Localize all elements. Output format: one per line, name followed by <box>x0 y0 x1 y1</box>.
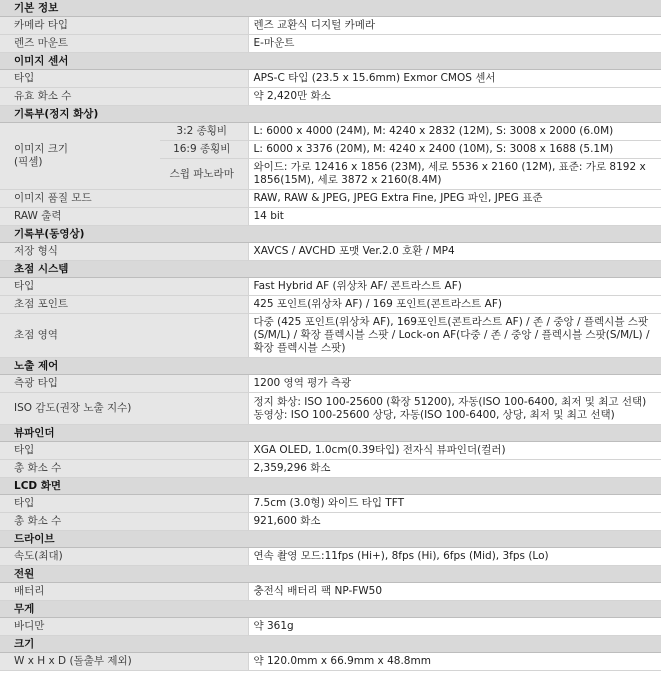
section-header-focus <box>0 261 661 278</box>
image-size-unit: (픽셀) <box>14 156 43 168</box>
spec-row-af-area <box>0 314 661 358</box>
spec-row-vf-type <box>0 442 661 460</box>
spec-row-dimensions <box>0 653 661 671</box>
spec-row-lcd-pixels <box>0 513 661 531</box>
section-header-weight <box>0 601 661 618</box>
section-header-size <box>0 636 661 653</box>
spec-value: 약 120.0mm x 66.9mm x 48.8mm <box>248 653 661 671</box>
section-header-basic <box>0 0 661 17</box>
spec-value: 와이드: 가로 12416 x 1856 (23M), 세로 5536 x 2160 (12M), 표준: 가로 8192 x 1856(15M), 세로 3872 x 2160(8.4M) <box>248 159 661 190</box>
spec-row-iso <box>0 393 661 425</box>
spec-value: L: 6000 x 4000 (24M), M: 4240 x 2832 (12M), S: 3008 x 2000 (6.0M) <box>248 123 661 141</box>
spec-row-metering <box>0 375 661 393</box>
spec-label: W x H x D (돌출부 제외) <box>0 653 248 671</box>
spec-value: 약 2,420만 화소 <box>248 88 661 106</box>
spec-label: 저장 형식 <box>0 243 248 261</box>
spec-label: 타입 <box>0 278 248 296</box>
spec-value: 7.5cm (3.0형) 와이드 타입 TFT <box>248 495 661 513</box>
spec-value <box>248 393 661 425</box>
spec-label: 배터리 <box>0 583 248 601</box>
section-header-power <box>0 566 661 583</box>
spec-row-af-type <box>0 278 661 296</box>
spec-label: 타입 <box>0 70 248 88</box>
spec-value: 충전식 배터리 팩 NP-FW50 <box>248 583 661 601</box>
spec-row-ratio-3-2 <box>0 123 661 141</box>
spec-value: APS-C 타입 (23.5 x 15.6mm) Exmor CMOS 센서 <box>248 70 661 88</box>
spec-label: 초점 영역 <box>0 314 248 358</box>
spec-row-body-weight <box>0 618 661 636</box>
spec-label: 속도(최대) <box>0 548 248 566</box>
spec-sublabel: 16:9 종횡비 <box>160 141 248 159</box>
spec-value: 다중 (425 포인트(위상차 AF), 169포인트(콘트라스트 AF) / 존 / 중앙 / 플렉시블 스팟(S/M/L) / 확장 플렉시블 스팟 / Lock-on AF(다중 / 존 / 중앙 / 플렉시블 스팟(S/M/L) / 확장 플렉시블 스팟) <box>248 314 661 358</box>
spec-value: 1200 영역 평가 측광 <box>248 375 661 393</box>
spec-label: RAW 출력 <box>0 208 248 226</box>
section-title: 이미지 센서 <box>0 53 661 70</box>
spec-value: 2,359,296 화소 <box>248 460 661 478</box>
spec-label-image-size <box>0 123 160 190</box>
spec-sublabel: 스윕 파노라마 <box>160 159 248 190</box>
spec-row-raw-output <box>0 208 661 226</box>
image-size-label: 이미지 크기 <box>14 143 69 155</box>
spec-value: Fast Hybrid AF (위상차 AF/ 콘트라스트 AF) <box>248 278 661 296</box>
section-header-drive <box>0 531 661 548</box>
spec-label: 측광 타입 <box>0 375 248 393</box>
section-header-lcd <box>0 478 661 495</box>
spec-label: 초점 포인트 <box>0 296 248 314</box>
spec-label: 이미지 품질 모드 <box>0 190 248 208</box>
spec-label: 카메라 타입 <box>0 17 248 35</box>
spec-row-effective-pixels <box>0 88 661 106</box>
spec-value: RAW, RAW & JPEG, JPEG Extra Fine, JPEG 파인, JPEG 표준 <box>248 190 661 208</box>
spec-label: 총 화소 수 <box>0 513 248 531</box>
spec-value: 14 bit <box>248 208 661 226</box>
spec-row-quality <box>0 190 661 208</box>
spec-value: 약 361g <box>248 618 661 636</box>
section-title: 노출 제어 <box>0 358 661 375</box>
spec-row-movie-format <box>0 243 661 261</box>
section-header-recording-movie <box>0 226 661 243</box>
iso-still-value: 정지 화상: ISO 100-25600 (확장 51200), 자동(ISO 100-6400, 최저 및 최고 선택) <box>253 395 647 408</box>
section-title: 드라이브 <box>0 531 661 548</box>
section-title: 뷰파인더 <box>0 425 661 442</box>
section-header-recording-still <box>0 106 661 123</box>
spec-label: 유효 화소 수 <box>0 88 248 106</box>
spec-row-sensor-type <box>0 70 661 88</box>
spec-row-lcd-type <box>0 495 661 513</box>
section-title: LCD 화면 <box>0 478 661 495</box>
spec-row-vf-pixels <box>0 460 661 478</box>
spec-value: 연속 촬영 모드:11fps (Hi+), 8fps (Hi), 6fps (Mid), 3fps (Lo) <box>248 548 661 566</box>
spec-row-battery <box>0 583 661 601</box>
spec-row-af-points <box>0 296 661 314</box>
spec-value: 425 포인트(위상차 AF) / 169 포인트(콘트라스트 AF) <box>248 296 661 314</box>
section-title: 무게 <box>0 601 661 618</box>
spec-value: XAVCS / AVCHD 포맷 Ver.2.0 호환 / MP4 <box>248 243 661 261</box>
section-header-exposure <box>0 358 661 375</box>
spec-label: 총 화소 수 <box>0 460 248 478</box>
spec-value: 921,600 화소 <box>248 513 661 531</box>
spec-label: 바디만 <box>0 618 248 636</box>
spec-label: 타입 <box>0 495 248 513</box>
section-title: 전원 <box>0 566 661 583</box>
spec-value: E-마운트 <box>248 35 661 53</box>
section-title: 크기 <box>0 636 661 653</box>
section-title: 기록부(동영상) <box>0 226 661 243</box>
spec-row-camera-type <box>0 17 661 35</box>
section-header-sensor <box>0 53 661 70</box>
iso-movie-value: 동영상: ISO 100-25600 상당, 자동(ISO 100-6400, 상당, 최저 및 최고 선택) <box>253 408 615 421</box>
spec-sublabel: 3:2 종횡비 <box>160 123 248 141</box>
spec-row-speed <box>0 548 661 566</box>
spec-label: 타입 <box>0 442 248 460</box>
section-title: 초점 시스템 <box>0 261 661 278</box>
spec-label: ISO 감도(권장 노출 지수) <box>0 393 248 425</box>
section-title: 기록부(정지 화상) <box>0 106 661 123</box>
spec-value: 렌즈 교환식 디지털 카메라 <box>248 17 661 35</box>
spec-value: L: 6000 x 3376 (20M), M: 4240 x 2400 (10M), S: 3008 x 1688 (5.1M) <box>248 141 661 159</box>
spec-row-lens-mount <box>0 35 661 53</box>
spec-label: 렌즈 마운트 <box>0 35 248 53</box>
spec-value: XGA OLED, 1.0cm(0.39타입) 전자식 뷰파인더(컬러) <box>248 442 661 460</box>
section-header-viewfinder <box>0 425 661 442</box>
section-title: 기본 정보 <box>0 0 661 17</box>
